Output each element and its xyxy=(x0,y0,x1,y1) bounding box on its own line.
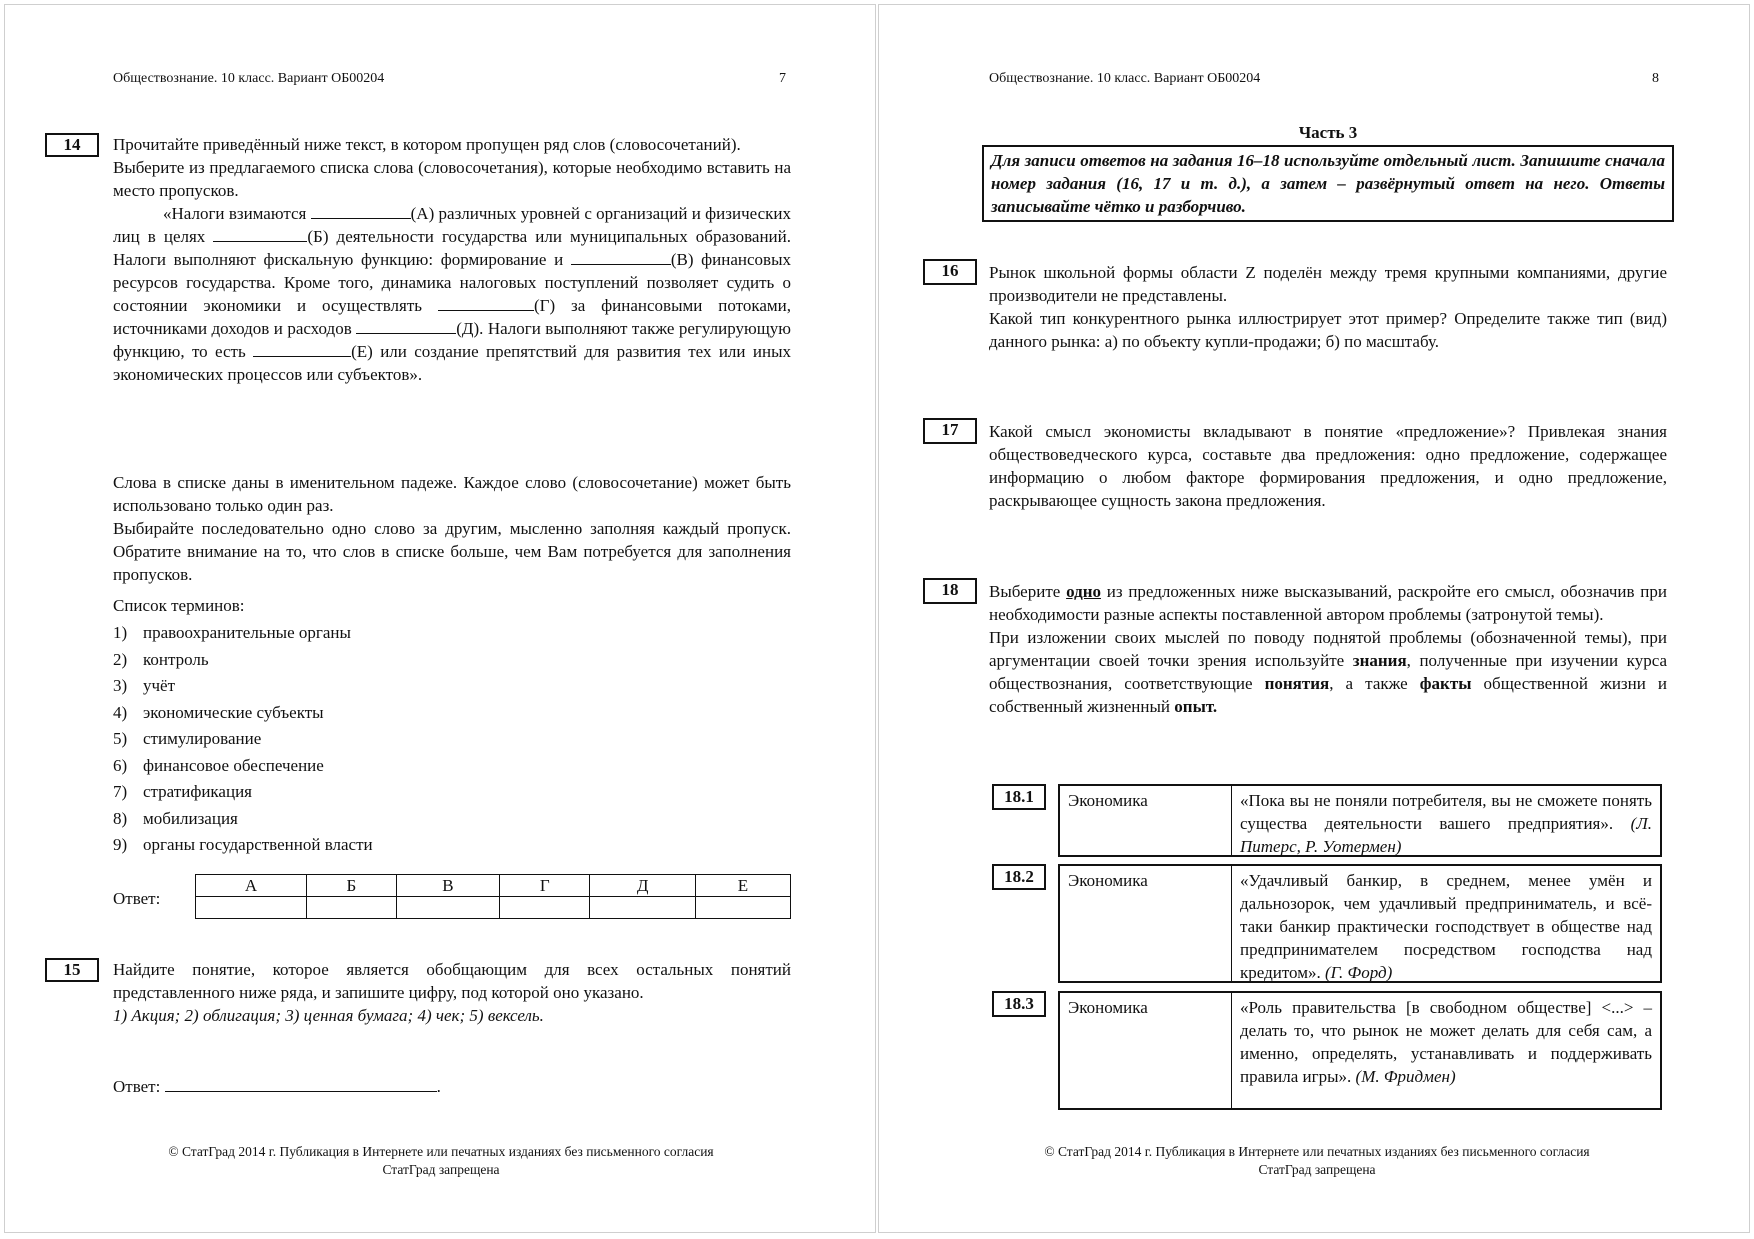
answer-column-header: А xyxy=(196,875,307,897)
task-15-options: 1) Акция; 2) облигация; 3) ценная бумага; 4) чек; 5) вексель. xyxy=(113,1006,544,1025)
task-14-notes xyxy=(113,471,791,586)
term-text: финансовое обеспечение xyxy=(143,755,324,775)
answer-blank-15[interactable] xyxy=(165,1091,437,1092)
term-text: мобилизация xyxy=(143,808,238,828)
answer-column-header: Г xyxy=(500,875,590,897)
task-14-gap-text xyxy=(113,202,791,386)
answer-header-row xyxy=(196,875,791,897)
quote-author: (Г. Форд) xyxy=(1324,963,1393,982)
blank-c xyxy=(571,264,671,265)
terms-list xyxy=(113,620,791,859)
essay-option-topic: Экономика xyxy=(1060,786,1232,855)
text-run: , а также xyxy=(1329,674,1420,693)
text-run: Выберите xyxy=(989,582,1067,601)
text-run: . xyxy=(1212,697,1218,716)
emphasis-facts: факты xyxy=(1419,674,1472,693)
footer xyxy=(91,1143,791,1179)
answer-cell[interactable] xyxy=(500,897,590,919)
instructions-box: Для записи ответов на задания 16–18 используйте отдельный лист. Запишите сначала номер задания (16, 17 и т. д.), а затем – развёрнутый ответ на него. Ответы записывайте чётко и разборчиво. xyxy=(982,145,1674,222)
emphasis-experience: опыт xyxy=(1174,697,1213,716)
page-number: 8 xyxy=(1652,71,1659,86)
answer-cell[interactable] xyxy=(396,897,499,919)
page-number: 7 xyxy=(779,71,786,86)
essay-option-number: 18.1 xyxy=(992,784,1046,810)
task-14-note-2: Выбирайте последовательно одно слово за другим, мысленно заполняя каждый пропуск. Обратите внимание на то, что слов в списке больше, чем Вам потребуется для заполнения пропусков. xyxy=(113,519,791,584)
answer-cell[interactable] xyxy=(695,897,790,919)
quote-author: (Л. Питерс, Р. Уотермен) xyxy=(1240,814,1653,856)
terms-title: Список терминов: xyxy=(113,596,245,615)
term-item xyxy=(113,700,791,727)
gap-text-part: (Е) или создание препятствий для развития тех или иных экономических процессов или субъектов». xyxy=(113,342,792,384)
term-item xyxy=(113,806,791,833)
left-page xyxy=(4,4,876,1233)
term-item xyxy=(113,832,791,859)
task-17-text: Какой смысл экономисты вкладывают в понятие «предложение»? Привлекая знания обществоведческого курса, составьте два предложения: одно предложение, содержащее информацию о любом факторе формирования предложения, и одно предложение, раскрывающее сущность закона предложения. xyxy=(989,422,1667,510)
quote-text: «Удачливый банкир, в среднем, менее умён и дальнозорок, чем удачливый предприниматель, и всё-таки банкир практически господствует в обществе над предпринимателем посредством господства над кредитом». xyxy=(1240,871,1652,982)
essay-option-topic: Экономика xyxy=(1060,993,1232,1108)
answer-column-header: Б xyxy=(306,875,396,897)
footer xyxy=(967,1143,1667,1179)
task-15-body xyxy=(113,958,791,1027)
running-header: Обществознание. 10 класс. Вариант ОБ00204 xyxy=(113,71,385,86)
essay-option-table xyxy=(1058,864,1662,983)
footer-line-1: © СтатГрад 2014 г. Публикация в Интернете или печатных изданиях без письменного согласия xyxy=(1044,1144,1590,1159)
task-16-body xyxy=(989,261,1667,353)
task-18-para-1 xyxy=(989,580,1667,626)
task-number-14: 14 xyxy=(45,133,99,157)
term-number: 1) xyxy=(113,623,128,642)
term-number: 9) xyxy=(113,835,128,854)
gap-text-part: (В) финансовых ресурсов государства. Кроме того, динамика налоговых поступлений позволяет судить о состоянии экономики и осуществлять xyxy=(113,250,791,315)
task-number-17: 17 xyxy=(923,418,977,444)
task-number-15: 15 xyxy=(45,958,99,982)
term-text: учёт xyxy=(143,676,176,695)
term-item xyxy=(113,779,791,806)
answer-table-14 xyxy=(195,874,791,919)
term-number: 3) xyxy=(113,676,128,695)
task-18-body xyxy=(989,580,1667,718)
essay-option-number: 18.2 xyxy=(992,864,1046,890)
term-text: экономические субъекты xyxy=(143,702,324,722)
task-14-intro-1: Прочитайте приведённый ниже текст, в котором пропущен ряд слов (словосочетаний). xyxy=(113,135,741,154)
essay-option-number: 18.3 xyxy=(992,991,1046,1017)
emphasis-one: одно xyxy=(1066,582,1101,601)
quote-text: «Пока вы не поняли потребителя, вы не сможете понять существа деятельности вашего предприятия». xyxy=(1240,791,1652,833)
answer-cell[interactable] xyxy=(590,897,695,919)
answer-cell[interactable] xyxy=(196,897,307,919)
term-item xyxy=(113,673,791,700)
emphasis-knowledge: знания xyxy=(1352,651,1407,670)
running-header: Обществознание. 10 класс. Вариант ОБ00204 xyxy=(989,71,1261,86)
emphasis-concepts: понятия xyxy=(1264,674,1330,693)
term-text: стратификация xyxy=(143,782,252,801)
answer-input-row xyxy=(196,897,791,919)
footer-line-1: © СтатГрад 2014 г. Публикация в Интернете или печатных изданиях без письменного согласия xyxy=(168,1144,714,1159)
term-text: органы государственной власти xyxy=(143,835,373,854)
blank-f xyxy=(253,356,351,357)
answer-column-header: Д xyxy=(590,875,695,897)
answer-line-15 xyxy=(113,1077,441,1097)
blank-d xyxy=(438,310,534,311)
term-item xyxy=(113,647,791,674)
term-text: правоохранительные органы xyxy=(143,623,351,642)
footer-line-2: СтатГрад запрещена xyxy=(1258,1162,1376,1177)
answer-end: . xyxy=(436,1077,441,1096)
gap-text-part: «Налоги взимаются xyxy=(163,204,311,223)
term-number: 2) xyxy=(113,649,128,669)
quote-text: «Роль правительства [в свободном обществе] <...> – делать то, что рынок не может делать для себя сам, а именно, определять, устанавливать и поддерживать правила игры». xyxy=(1240,998,1652,1086)
term-number: 6) xyxy=(113,755,128,775)
gap-text-part: (Г) за финансовыми потоками, источниками доходов и расходов xyxy=(113,296,791,338)
blank-b xyxy=(213,241,307,242)
blank-a xyxy=(311,218,411,219)
term-text: стимулирование xyxy=(143,729,262,748)
text-run: При изложении своих мыслей по поводу поднятой проблемы (обозначенной темы), при аргументации своей точки зрения используйте xyxy=(989,628,1667,670)
answer-column-header: В xyxy=(396,875,499,897)
answer-label-14: Ответ: xyxy=(113,889,161,908)
blank-e xyxy=(356,333,456,334)
task-18-para-2 xyxy=(989,626,1667,718)
task-15-text: Найдите понятие, которое является обобщающим для всех остальных понятий представленного ниже ряда, и запишите цифру, под которой оно указано. xyxy=(113,960,791,1002)
term-number: 8) xyxy=(113,808,128,828)
task-14-note-1: Слова в списке даны в именительном падеже. Каждое слово (словосочетание) может быть использовано только один раз. xyxy=(113,473,791,515)
essay-option-quote xyxy=(1232,786,1660,855)
right-page xyxy=(878,4,1750,1233)
term-number: 4) xyxy=(113,702,128,722)
essay-option-topic: Экономика xyxy=(1060,866,1232,981)
task-16-text-2: Какой тип конкурентного рынка иллюстрирует этот пример? Определите также тип (вид) данного рынка: а) по объекту купли-продажи; б) по масштабу. xyxy=(989,309,1667,351)
essay-option-table xyxy=(1058,991,1662,1110)
term-item xyxy=(113,753,791,780)
part-title: Часть 3 xyxy=(1298,123,1358,142)
answer-column-header: Е xyxy=(695,875,790,897)
term-number: 5) xyxy=(113,729,128,748)
footer-line-2: СтатГрад запрещена xyxy=(382,1162,500,1177)
term-item xyxy=(113,620,791,647)
task-number-16: 16 xyxy=(923,259,977,285)
gap-text-part: (Д). Налоги выполняют также регулирующую функцию, то есть xyxy=(113,319,791,361)
answer-label-15: Ответ: xyxy=(113,1077,161,1096)
text-run: из предложенных ниже высказываний, раскройте его смысл, обозначив при необходимости разные аспекты поставленной автором проблемы (затронутой темы). xyxy=(989,582,1667,624)
essay-option-quote xyxy=(1232,866,1660,981)
term-item xyxy=(113,726,791,753)
term-text: контроль xyxy=(143,649,209,669)
text-run: , полученные при изучении курса обществознания, соответствующие xyxy=(989,651,1667,693)
task-14-intro-2: Выберите из предлагаемого списка слова (словосочетания), которые необходимо вставить на место пропусков. xyxy=(113,158,791,200)
task-16-text-1: Рынок школьной формы области Z поделён между тремя крупными компаниями, другие производители не представлены. xyxy=(989,263,1667,305)
essay-option-quote xyxy=(1232,993,1660,1108)
task-number-18: 18 xyxy=(923,578,977,604)
answer-cell[interactable] xyxy=(306,897,396,919)
quote-author: (М. Фридмен) xyxy=(1355,1067,1456,1086)
term-number: 7) xyxy=(113,782,128,801)
essay-option-table xyxy=(1058,784,1662,857)
gap-text-part: (Б) деятельности государства или муниципальных образований. Налоги выполняют фискальную функцию: формирование и xyxy=(113,227,791,269)
gap-text-part: (А) различных уровней с организаций и физических лиц в целях xyxy=(113,204,791,246)
text-run: общественной жизни и собственный жизненный xyxy=(989,674,1667,716)
task-14-body xyxy=(113,133,791,386)
